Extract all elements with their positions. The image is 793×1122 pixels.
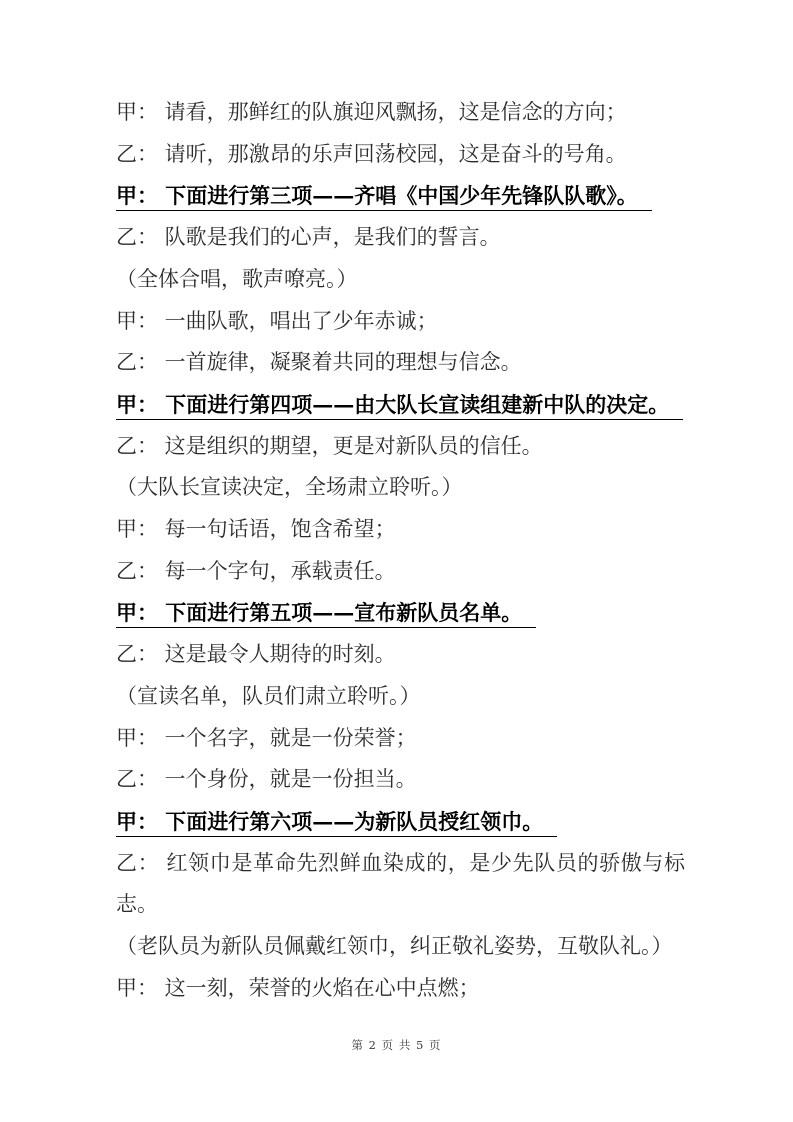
dialogue-line: 乙： 一首旋律，凝聚着共同的理想与信念。 (116, 350, 522, 375)
dialogue-line: 甲： 请看，那鲜红的队旗迎风飘扬，这是信念的方向； (116, 100, 627, 124)
stage-direction: （大队长宣读决定，全场肃立聆听。） (116, 475, 463, 500)
section-heading-item3 (116, 175, 685, 217)
section-heading-item4 (116, 384, 685, 426)
dialogue-line: 甲： 一个名字，就是一份荣誉； (116, 725, 417, 750)
document-body (116, 92, 685, 1009)
section-heading-item5 (116, 592, 685, 634)
dialogue-line: 甲： 一曲队歌，唱出了少年赤诚； (116, 308, 438, 333)
stage-direction: （全体合唱，歌声嘹亮。） (116, 266, 358, 291)
dialogue-line: 乙： 每一个字句，承载责任。 (116, 558, 396, 583)
page-footer (0, 1037, 793, 1053)
stage-direction: （老队员为新队员佩戴红领巾，纠正敬礼姿势，互敬队礼。） (116, 934, 673, 959)
heading-underlined-text: 甲： 下面进行第三项——齐唱《中国少年先锋队队歌》。 (116, 183, 652, 211)
dialogue-line: 乙： 队歌是我们的心声，是我们的誓言。 (116, 225, 501, 250)
dialogue-line: 乙： 请听，那激昂的乐声回荡校园，这是奋斗的号角。 (116, 141, 627, 166)
dialogue-line: 甲： 每一句话语，饱含希望； (116, 517, 396, 542)
dialogue-line: 乙： 这是最令人期待的时刻。 (116, 642, 396, 667)
heading-underlined-text: 甲： 下面进行第六项——为新队员授红领巾。 (116, 809, 557, 837)
stage-direction: （宣读名单，队员们肃立聆听。） (116, 683, 421, 708)
heading-underlined-text: 甲： 下面进行第四项——由大队长宣读组建新中队的决定。 (116, 392, 683, 420)
dialogue-line: 乙： 这是组织的期望，更是对新队员的信任。 (116, 433, 543, 458)
dialogue-line: 甲： 这一刻，荣誉的火焰在心中点燃； (116, 975, 480, 1000)
dialogue-line: 乙： 一个身份，就是一份担当。 (116, 767, 417, 792)
section-heading-item6 (116, 801, 685, 843)
heading-underlined-text: 甲： 下面进行第五项——宣布新队员名单。 (116, 600, 536, 628)
dialogue-line: 乙： 红领巾是革命先烈鲜血染成的，是少先队员的骄傲与标志。 (116, 850, 685, 917)
page-number-text: 第 2 页 共 5 页 (351, 1038, 442, 1052)
